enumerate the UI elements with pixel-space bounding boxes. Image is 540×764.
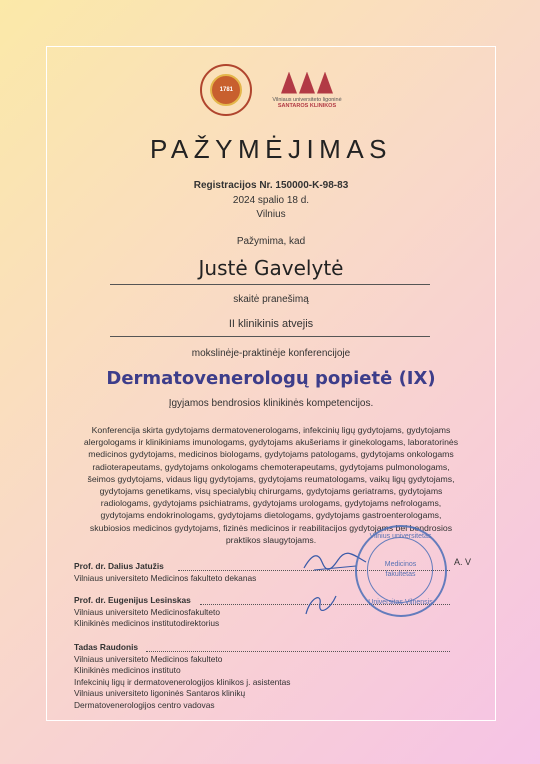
presentation-title: II klinikinis atvejis [228, 318, 314, 330]
recipient-name: Justė Gavelytė [198, 256, 344, 280]
signatory-2 [74, 595, 220, 630]
signatory-name: Tadas Raudonis [74, 642, 139, 652]
description-line: skubiosios medicinos gydytojams, fizinės medicinos ir reabilitacijos gydytojams bei bendrosios [89, 522, 453, 533]
issue-city: Vilnius [256, 209, 286, 220]
signature-scribble-2 [300, 588, 340, 618]
hospital-name-line2: SANTAROS KLINIKOS [277, 102, 337, 109]
seal-place-label: A. V [454, 557, 472, 567]
signatory-title: Vilniaus universiteto Medicinos fakulteto [74, 653, 223, 664]
issue-date: 2024 spalio 18 d. [232, 195, 310, 206]
name-underline [110, 284, 430, 285]
logo-row [46, 62, 496, 118]
signatory-title: Klinikinės medicinos instituto [74, 665, 181, 675]
certify-text: Pažymima, kad [236, 236, 306, 247]
description-line: medicinos gydytojams, medicinos biologams, gydytojams patologams, gydytojams onkologams [88, 449, 454, 460]
signatory-1 [74, 561, 256, 584]
signatory-title: Vilniaus universiteto ligoninės Santaros klinikų [74, 688, 246, 698]
stamp-center-text: Medicinos [384, 561, 417, 568]
description-line: radioterapeutams, gydytojams onkologams chemoterapeutams, gydytojams pulmonologams, [92, 461, 450, 472]
event-title: Dermatovenerologų popietė (IX) [106, 368, 436, 389]
competence-text: Įgyjamos bendrosios klinikinės kompetencijos. [168, 398, 374, 409]
stamp-top-text: Vilnius universitetas [369, 533, 432, 540]
description-line: šeimos gydytojams, vidaus ligų gydytojams, gydytojams reumatologams, vaikų ligų gydytojams, [87, 473, 455, 484]
action-text: skaitė pranešimą [233, 294, 309, 305]
signature-line [146, 651, 450, 652]
signatory-name: Prof. dr. Eugenijus Lesinskas [74, 595, 191, 605]
stamp-bottom-text: Universitas Vilnensis [368, 599, 433, 606]
signatory-title: Infekcinių ligų ir dermatovenerologijos klinikos j. asistentas [74, 676, 291, 687]
description-line: radiologams, gydytojams psichiatrams, gydytojams urologams, gydytojams nefrologams, [100, 498, 442, 509]
stamp-center-text: fakultetas [385, 571, 416, 578]
signatory-name: Prof. dr. Dalius Jatužis [74, 561, 164, 571]
description-line: Konferencija skirta gydytojams dermatovenerologams, infekcinių ligų gydytojams, gydytojams [91, 425, 451, 435]
description-line: praktikos slaugytojams. [225, 534, 317, 545]
description-line: gydytojams genetikams, visų specialybių chirurgams, gydytojams geriatrams, gydytojams [99, 486, 443, 497]
conference-intro: mokslinėje-praktinėje konferencijoje [191, 348, 351, 359]
signatory-3 [74, 642, 290, 711]
signatory-title: Vilniaus universiteto Medicinosfakulteto [74, 606, 221, 617]
seal-year: 1781 [219, 87, 234, 93]
university-seal-logo [200, 64, 252, 116]
university-stamp [355, 525, 447, 617]
certificate-title: PAŽYMĖJIMAS [149, 134, 393, 164]
hospital-name-line1: Vilniaus universiteto ligoninė [272, 96, 342, 103]
presentation-underline [110, 336, 430, 337]
signatory-title: Vilniaus universiteto Medicinos fakulteto dekanas [74, 572, 257, 583]
registration-number: Registracijos Nr. 150000-K-98-83 [193, 180, 349, 191]
description-line: alergologams ir klinikiniams imunologams, gydytojams akušeriams ir ginekologams, laboratorinės [83, 437, 459, 448]
signatory-title: Dermatovenerologijos centro vadovas [74, 699, 215, 710]
description-line: gydytojams endokrinologams, gydytojams dietologams, gydytojams gastroenterologams, [100, 510, 442, 521]
signatory-title: Klinikinės medicinos institutodirektorius [74, 618, 220, 628]
hospital-logo [272, 72, 341, 109]
